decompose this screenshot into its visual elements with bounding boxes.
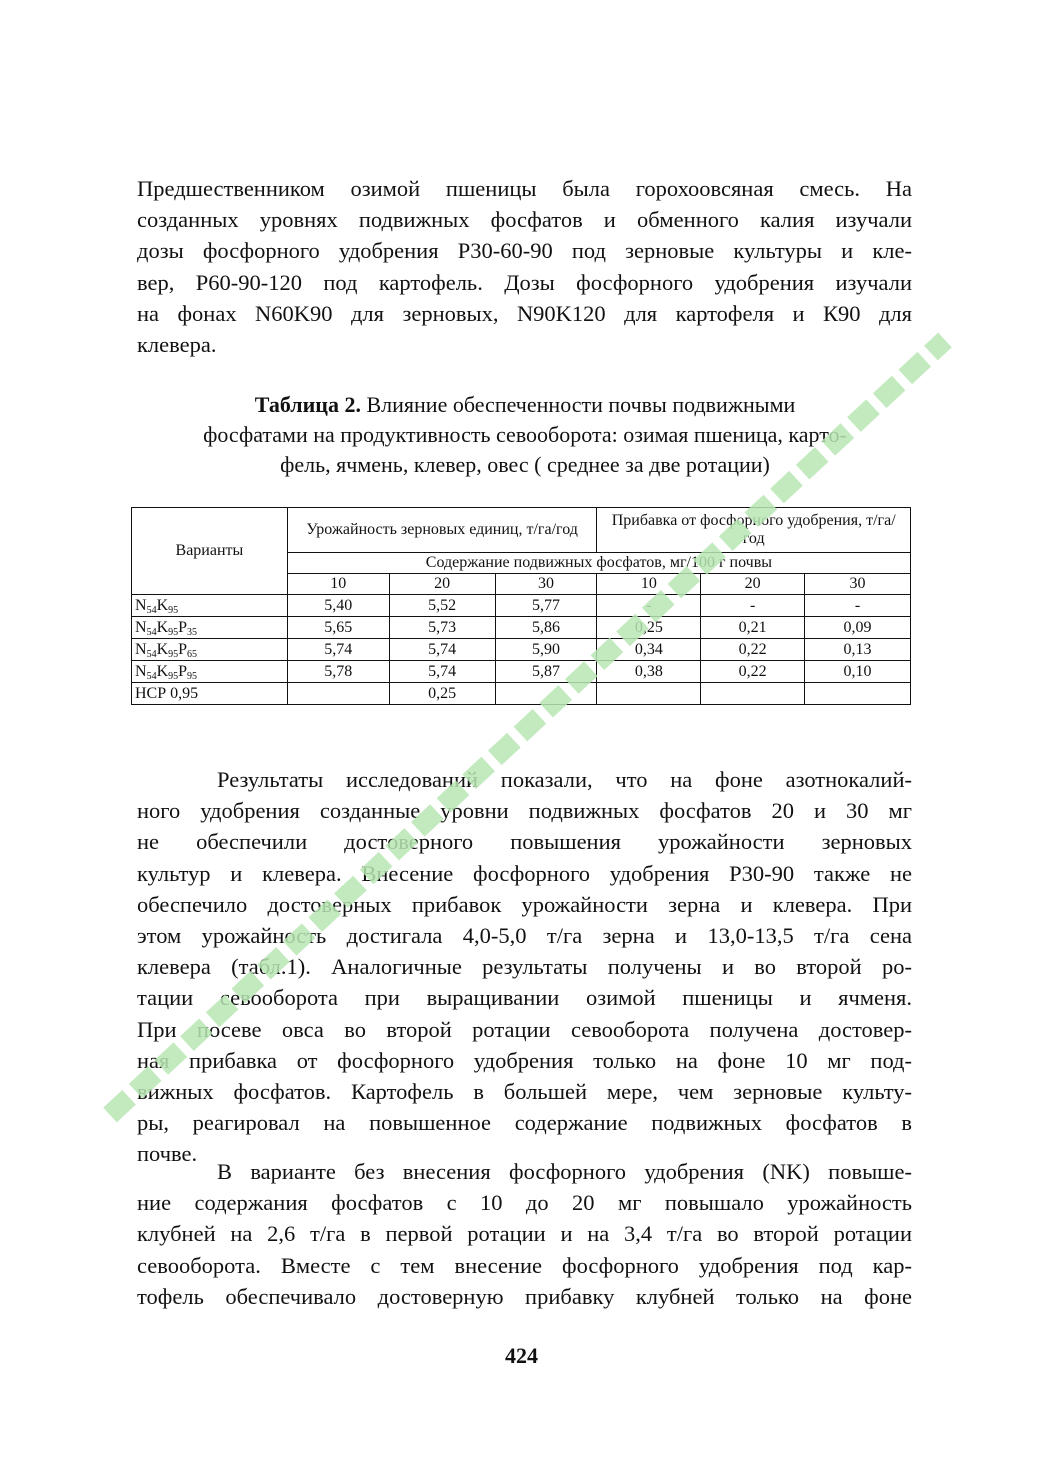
header-level: 20 (701, 574, 805, 595)
text-line: этом урожайность достигала 4,0-5,0 т/га зерна и 13,0-13,5 т/га сена (137, 923, 912, 949)
table-cell: 0,38 (597, 661, 701, 683)
table-cell: 0,13 (805, 639, 911, 661)
table-cell: 0,25 (597, 617, 701, 639)
text-line: Результаты исследований показали, что на фоне азотнокалий- (217, 767, 912, 792)
text-line: севооборота. Вместе с тем внесение фосфорного удобрения под кар- (137, 1252, 912, 1278)
table-caption-line: фосфатами на продуктивность севооборота: озимая пшеница, карто- (203, 422, 847, 447)
text-line: ная прибавка от фосфорного удобрения только на фоне 10 мг под- (137, 1047, 912, 1073)
table-cell: 5,40 (287, 595, 389, 617)
table-cell: 5,77 (495, 595, 597, 617)
table-cell (597, 683, 701, 705)
text-line: В варианте без внесения фосфорного удобрения (NK) повыше- (217, 1159, 912, 1184)
table-cell: 0,25 (389, 683, 495, 705)
variant-cell: $N_{54}K_{95}P_{95}$ (132, 661, 288, 683)
text-line: клевера. (137, 332, 217, 358)
table-row (132, 617, 911, 639)
text-line: обеспечило достоверных прибавок урожайности зерна и клевера. При (137, 891, 912, 917)
intro-paragraph (137, 173, 912, 360)
table-cell: 5,65 (287, 617, 389, 639)
table-cell (287, 683, 389, 705)
variant-cell: $N_{54}K_{95}P_{35}$ (132, 617, 288, 639)
table-caption-label: Таблица 2. (254, 392, 361, 417)
text-line: вижных фосфатов. Картофель в большей мере, чем зерновые культу- (137, 1079, 912, 1105)
variant-cell: $N_{54}K_{95}$ (132, 595, 288, 617)
table-cell: 0,22 (701, 661, 805, 683)
table-cell: 0,09 (805, 617, 911, 639)
table-cell: 5,74 (389, 661, 495, 683)
table-caption-line: фель, ячмень, клевер, овес ( среднее за две ротации) (280, 452, 770, 477)
text-line: ного удобрения созданные уровни подвижных фосфатов 20 и 30 мг (137, 798, 912, 824)
data-table (131, 507, 911, 705)
table-cell: 5,78 (287, 661, 389, 683)
text-line: не обеспечили достоверного повышения урожайности зерновых (137, 829, 912, 855)
table-cell (701, 683, 805, 705)
text-line: ры, реагировал на повышенное содержание подвижных фосфатов в (137, 1110, 912, 1136)
header-level: 10 (287, 574, 389, 595)
variant-paragraph (137, 1156, 912, 1312)
text-line: Предшественником озимой пшеницы была горохоовсяная смесь. На (137, 176, 912, 201)
header-increase-group: Прибавка от фосфорного удобрения, т/га/год (597, 508, 911, 553)
table-cell: 5,90 (495, 639, 597, 661)
results-paragraph (137, 764, 912, 1170)
text-line: ние содержания фосфатов с 10 до 20 мг повышало урожайность (137, 1190, 912, 1216)
text-line: созданных уровнях подвижных фосфатов и обменного калия изучали (137, 207, 912, 233)
table-cell: - (805, 595, 911, 617)
table-row (132, 639, 911, 661)
table-cell: 5,73 (389, 617, 495, 639)
table-cell (805, 683, 911, 705)
table-cell: - (701, 595, 805, 617)
text-line: дозы фосфорного удобрения Р30-60-90 под зерновые культуры и кле- (137, 238, 912, 264)
text-line: вер, Р60-90-120 под картофель. Дозы фосфорного удобрения изучали (137, 269, 912, 295)
table-cell: 5,87 (495, 661, 597, 683)
text-line: почве. (137, 1141, 198, 1167)
text-line: тофель обеспечивало достоверную прибавку клубней только на фоне (137, 1283, 912, 1309)
table-row-hsr (132, 683, 911, 705)
page-number: 424 (505, 1343, 538, 1368)
header-phosphate-content: Содержание подвижных фосфатов, мг/100 г почвы (287, 553, 910, 574)
table-cell: 0,34 (597, 639, 701, 661)
header-yield-group: Урожайность зерновых единиц, т/га/год (287, 508, 597, 553)
header-level: 30 (805, 574, 911, 595)
text-line: клубней на 2,6 т/га в первой ротации и на 3,4 т/га во второй ротации (137, 1221, 912, 1247)
table-cell: 0,22 (701, 639, 805, 661)
text-line: на фонах N60K90 для зерновых, N90K120 для картофеля и К90 для (137, 300, 912, 326)
table-cell: 5,74 (287, 639, 389, 661)
table-row (132, 595, 911, 617)
table-cell: 0,10 (805, 661, 911, 683)
table-caption-line: Влияние обеспеченности почвы подвижными (360, 392, 796, 417)
variant-cell: $N_{54}K_{95}P_{65}$ (132, 639, 288, 661)
table-cell: 5,74 (389, 639, 495, 661)
header-level: 20 (389, 574, 495, 595)
table-row (132, 661, 911, 683)
table-caption (140, 390, 910, 480)
table-cell: 5,86 (495, 617, 597, 639)
text-line: культур и клевера. Внесение фосфорного удобрения Р30-90 также не (137, 860, 912, 886)
table-cell (495, 683, 597, 705)
text-line: При посеве овса во второй ротации севооборота получена достовер- (137, 1016, 912, 1042)
hsr-label-cell: НСР 0,95 (132, 683, 288, 705)
text-line: тации севооборота при выращивании озимой пшеницы и ячменя. (137, 985, 912, 1011)
table-cell: 0,21 (701, 617, 805, 639)
header-variants: Варианты (132, 508, 288, 595)
text-line: клевера (табл.1). Аналогичные результаты получены и во второй ро- (137, 954, 912, 980)
header-level: 10 (597, 574, 701, 595)
table-cell: - (597, 595, 701, 617)
header-level: 30 (495, 574, 597, 595)
table-cell: 5,52 (389, 595, 495, 617)
